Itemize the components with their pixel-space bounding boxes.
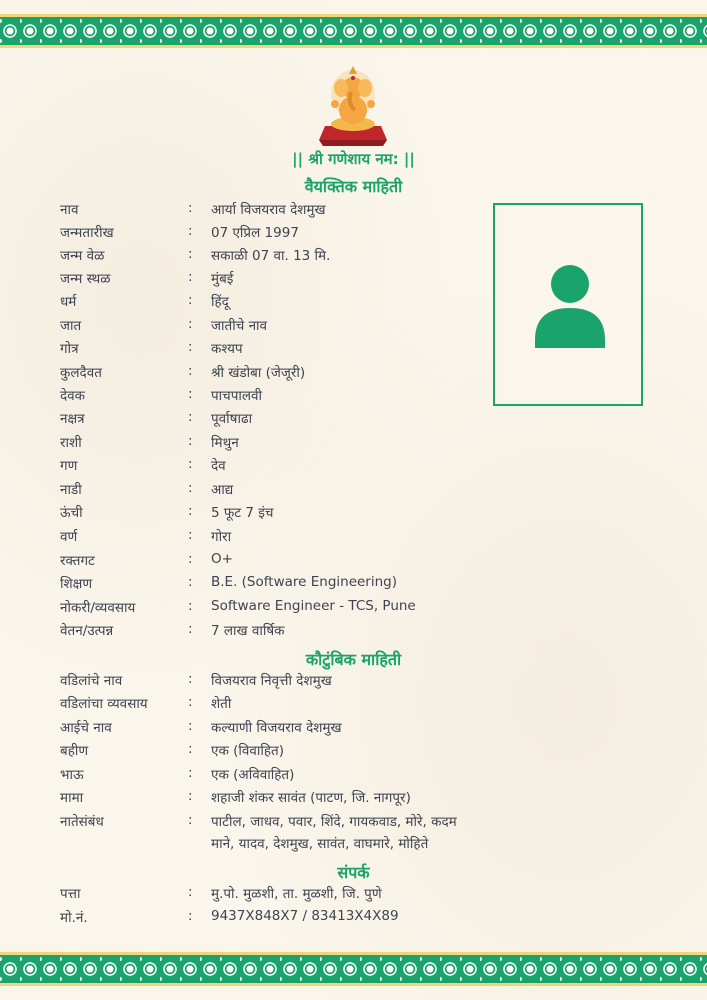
- row-separator: :: [188, 788, 193, 804]
- row-label: धर्म: [60, 294, 77, 310]
- row-value: मु.पो. मुळशी, ता. मुळशी, जि. पुणे: [211, 886, 382, 902]
- row-separator: :: [188, 456, 193, 472]
- row-separator: :: [188, 574, 193, 590]
- row-label: मो.नं.: [60, 910, 88, 926]
- row-separator: :: [188, 246, 193, 262]
- row-separator: :: [188, 551, 193, 567]
- row-value: शेती: [211, 696, 232, 712]
- row-label: नोकरी/व्यवसाय: [60, 600, 136, 616]
- row-label: जन्म वेळ: [60, 248, 105, 264]
- row-separator: :: [188, 363, 193, 379]
- row-label: मामा: [60, 790, 84, 806]
- row-separator: :: [188, 884, 193, 900]
- row-value: O+: [211, 551, 233, 567]
- row-separator: :: [188, 741, 193, 757]
- row-value-line2: माने, यादव, देशमुख, सावंत, वाघमारे, मोहिते: [211, 836, 429, 852]
- row-label: वेतन/उत्पन्न: [60, 623, 114, 639]
- family-section-title: कौटुंबिक माहिती: [305, 650, 402, 669]
- row-value: हिंदू: [211, 294, 229, 310]
- row-separator: :: [188, 223, 193, 239]
- row-separator: :: [188, 694, 193, 710]
- row-label: नाव: [60, 202, 79, 218]
- row-value: 7 लाख वार्षिक: [211, 623, 285, 639]
- row-label: नाडी: [60, 482, 82, 498]
- row-label: पत्ता: [60, 886, 81, 902]
- row-label: जन्मतारीख: [60, 225, 114, 241]
- row-value: सकाळी 07 वा. 13 मि.: [211, 248, 331, 264]
- row-separator: :: [188, 480, 193, 496]
- bottom-floral-border: [0, 952, 707, 986]
- row-separator: :: [188, 718, 193, 734]
- row-label: जात: [60, 318, 82, 334]
- row-separator: :: [188, 433, 193, 449]
- row-value: गोरा: [211, 529, 232, 545]
- row-value: मिथुन: [211, 435, 239, 451]
- row-value: Software Engineer - TCS, Pune: [211, 598, 416, 614]
- row-separator: :: [188, 316, 193, 332]
- row-label: जन्म स्थळ: [60, 271, 111, 287]
- row-separator: :: [188, 386, 193, 402]
- row-separator: :: [188, 339, 193, 355]
- row-separator: :: [188, 527, 193, 543]
- row-separator: :: [188, 598, 193, 614]
- row-value: पाटील, जाधव, पवार, शिंदे, गायकवाड, मोरे, कदम: [211, 814, 457, 830]
- row-label: रक्तगट: [60, 553, 95, 569]
- row-label: वर्ण: [60, 529, 78, 545]
- row-label: नातेसंबंध: [60, 814, 104, 830]
- row-label: देवक: [60, 388, 86, 404]
- row-separator: :: [188, 409, 193, 425]
- row-separator: :: [188, 908, 193, 924]
- row-label: कुलदैवत: [60, 365, 102, 381]
- row-value: पाचपालवी: [211, 388, 263, 404]
- row-label: वडिलांचा व्यवसाय: [60, 696, 148, 712]
- row-label: भाऊ: [60, 767, 84, 783]
- row-separator: :: [188, 269, 193, 285]
- row-label: वडिलांचे नाव: [60, 673, 123, 689]
- row-value: कल्याणी विजयराव देशमुख: [211, 720, 342, 736]
- row-value: श्री खंडोबा (जेजूरी): [211, 365, 306, 381]
- photo-placeholder: [493, 203, 643, 406]
- row-value: आद्य: [211, 482, 234, 498]
- row-value: शहाजी शंकर सावंत (पाटण, जि. नागपूर): [211, 790, 411, 806]
- row-value: B.E. (Software Engineering): [211, 574, 398, 590]
- row-label: गण: [60, 458, 78, 474]
- row-value: 5 फूट 7 इंच: [211, 505, 274, 521]
- ganesha-icon: [311, 64, 395, 148]
- row-label: बहीण: [60, 743, 89, 759]
- row-separator: :: [188, 503, 193, 519]
- row-label: शिक्षण: [60, 576, 93, 592]
- row-label: राशी: [60, 435, 82, 451]
- row-value: कश्यप: [211, 341, 243, 357]
- row-value: एक (अविवाहित): [211, 767, 295, 783]
- row-value: एक (विवाहित): [211, 743, 285, 759]
- row-value: 07 एप्रिल 1997: [211, 225, 299, 241]
- row-label: आईचे नाव: [60, 720, 112, 736]
- row-value: आर्या विजयराव देशमुख: [211, 202, 326, 218]
- row-value: जातीचे नाव: [211, 318, 268, 334]
- row-value: 9437X848X7 / 83413X4X89: [211, 908, 399, 924]
- row-value: देव: [211, 458, 226, 474]
- row-separator: :: [188, 812, 193, 828]
- contact-section-title: संपर्क: [337, 863, 370, 882]
- row-label: ऊंची: [60, 505, 83, 521]
- row-separator: :: [188, 765, 193, 781]
- personal-section-title: वैयक्तिक माहिती: [304, 177, 403, 196]
- row-separator: :: [188, 200, 193, 216]
- row-separator: :: [188, 671, 193, 687]
- row-label: नक्षत्र: [60, 411, 85, 427]
- top-floral-border: [0, 14, 707, 48]
- user-silhouette-icon: [535, 262, 605, 350]
- invocation-text: || श्री गणेशाय नम: ||: [292, 150, 415, 168]
- row-value: विजयराव निवृत्ती देशमुख: [211, 673, 332, 689]
- row-value: मुंबई: [211, 271, 234, 287]
- row-separator: :: [188, 292, 193, 308]
- row-separator: :: [188, 621, 193, 637]
- row-value: पूर्वाषाढा: [211, 411, 253, 427]
- row-label: गोत्र: [60, 341, 79, 357]
